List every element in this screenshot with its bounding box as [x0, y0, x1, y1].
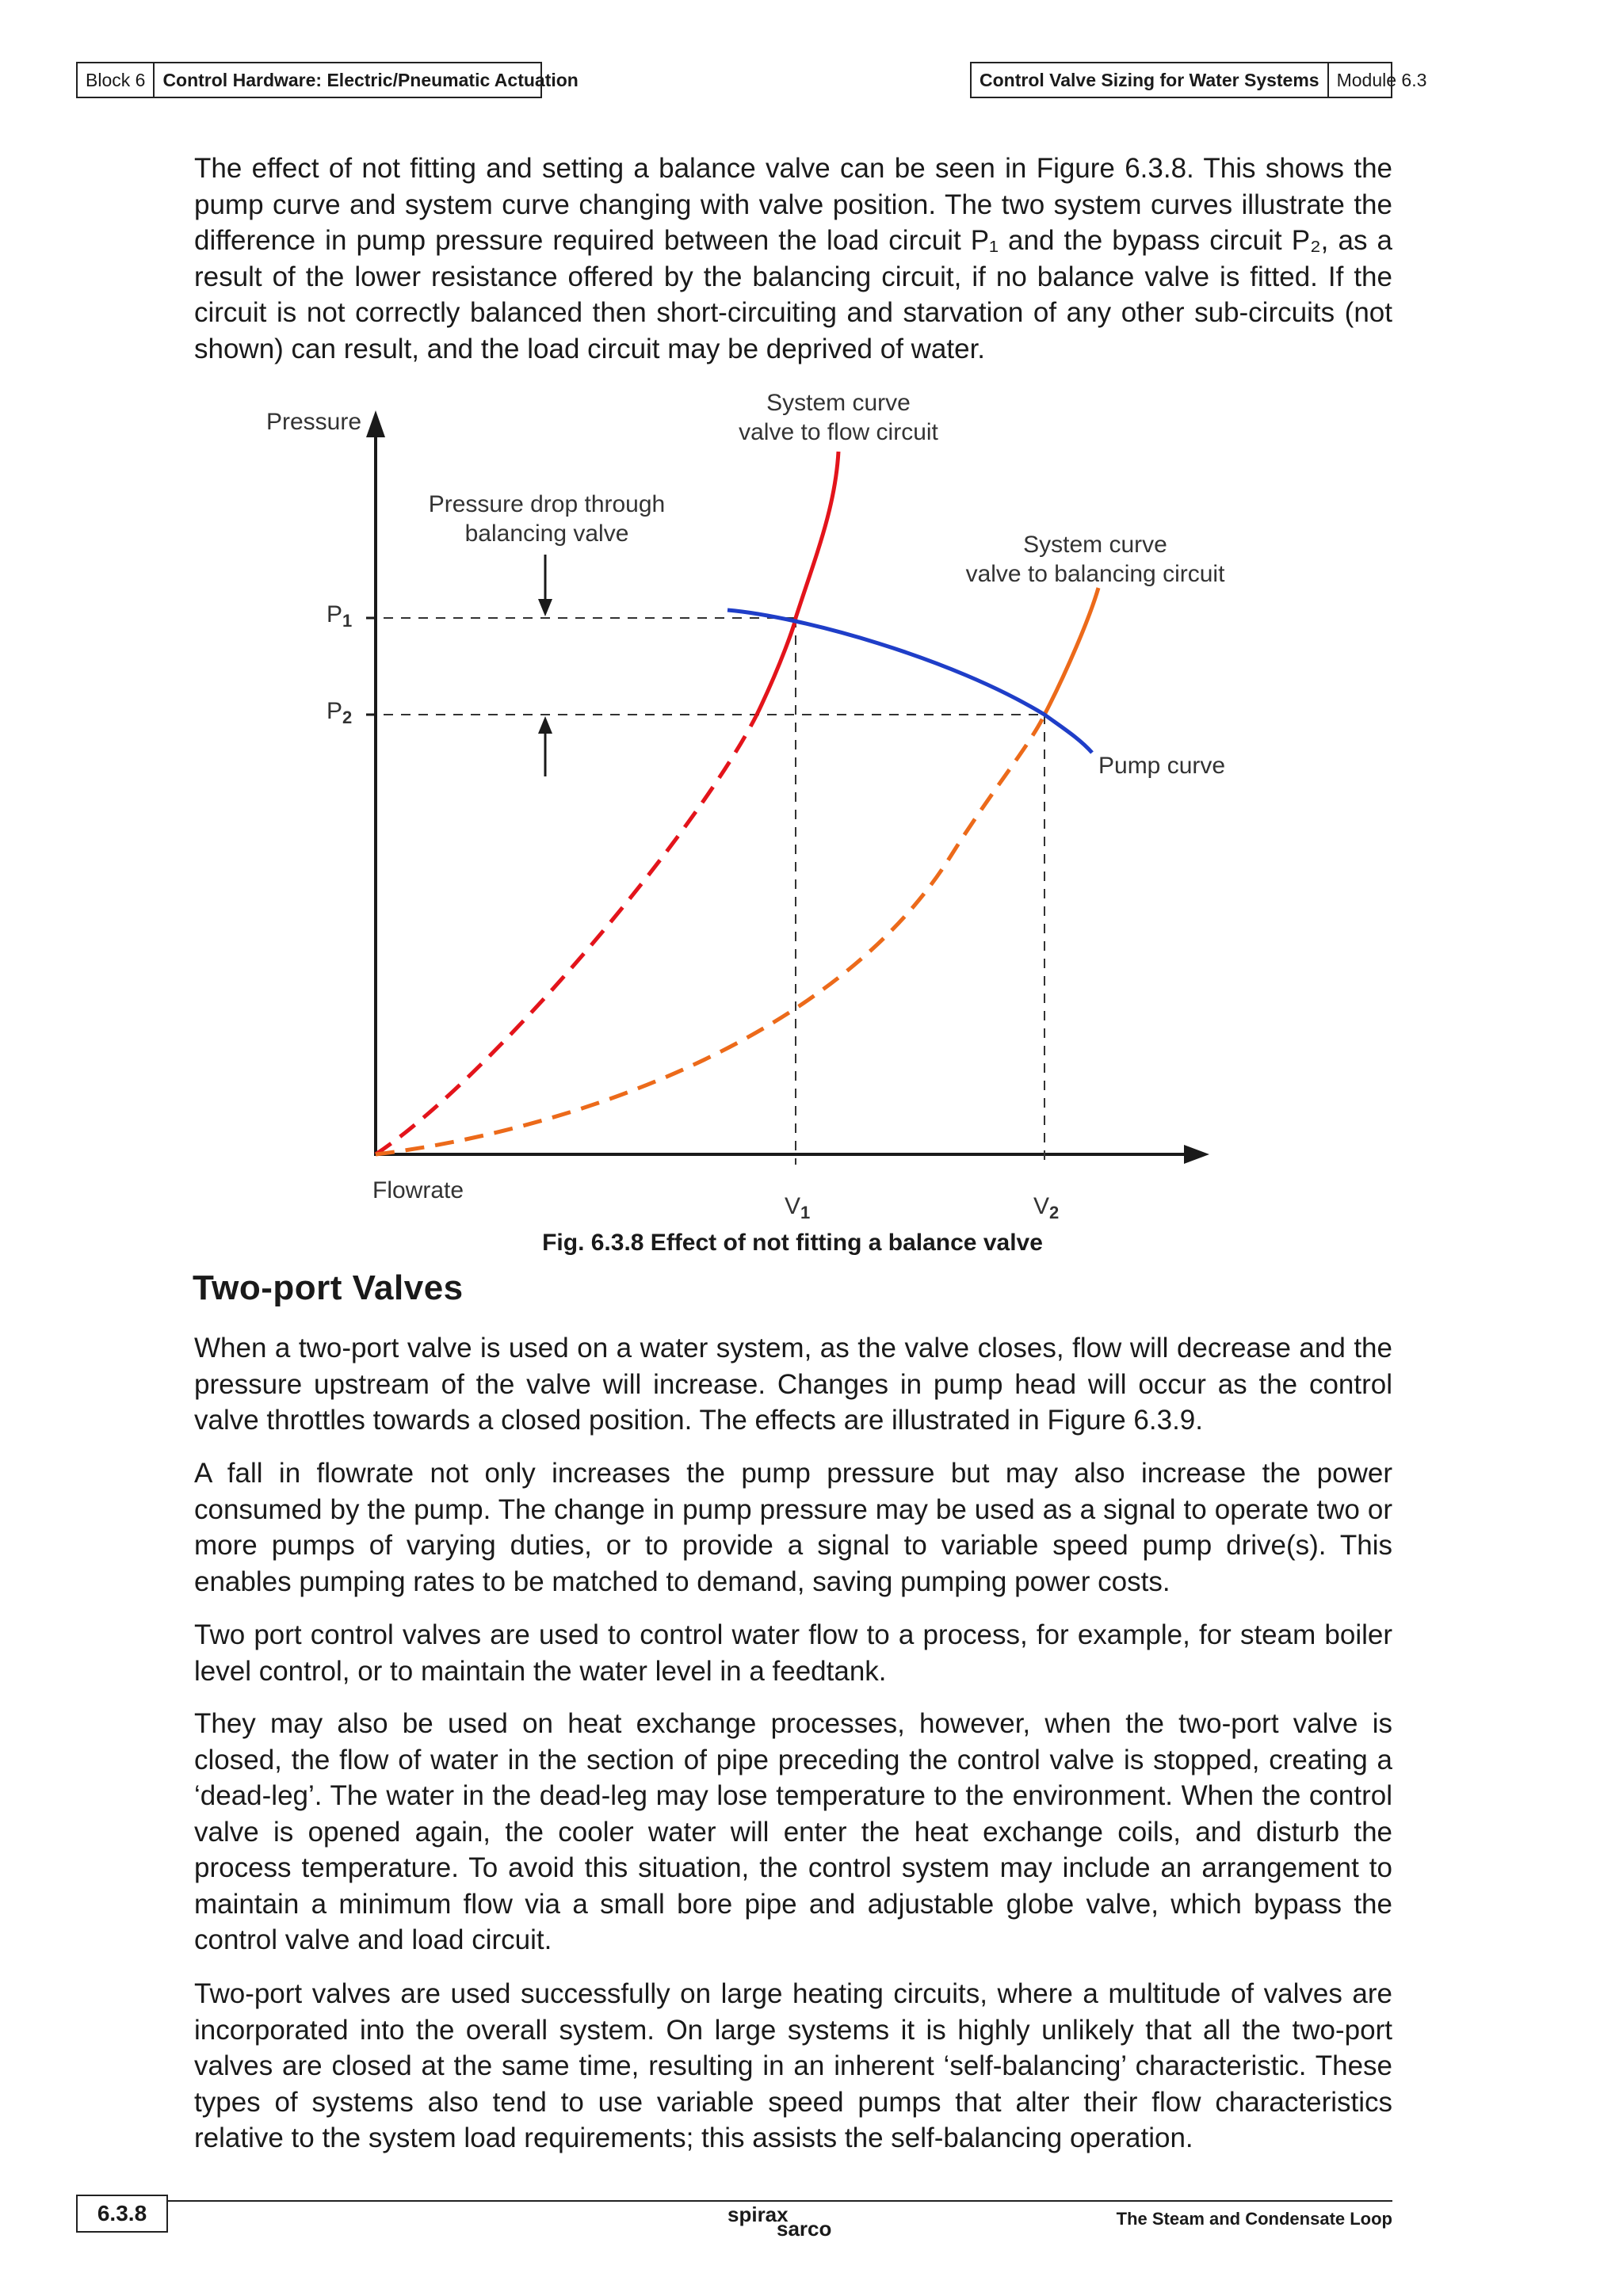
y-axis-label: Pressure: [266, 409, 362, 435]
section-paragraph: They may also be used on heat exchange processes, however, when the two-port valve is closed, the flow of water in the section of pipe preceding the control valve is stopped, creating a ‘dead-leg’. The water in the dead-leg may lose temperature to the environment. When the control valve is opened again, the cooler water will enter the heat exchange coils, and disturb the process temperature. To avoid this situation, the control system may include an arrangement to maintain a minimum flow via a small bore pipe and adjustable globe valve, which bypass the control valve and load circuit.: [194, 1708, 1392, 1955]
flow-circuit-curve-dashed: [376, 715, 757, 1154]
label-system-flow-line1: System curve: [766, 390, 911, 416]
logo-spirax: spirax: [727, 2203, 789, 2226]
pressure-drop-arrowhead-down: [538, 599, 552, 616]
intro-paragraph: The effect of not fitting and setting a balance valve can be seen in Figure 6.3.8. This shows the pump curve and system curve changing with valve position. The two system curves illustrate the difference in pump pressure required between the load circuit P₁ and the bypass circuit P₂, as a result of the lower resistance offered by the balancing circuit, if no balance valve is fitted. If the circuit is not correctly balanced then short-circuiting and starvation of any other sub-circuits (not shown) can result, and the load circuit may be deprived of water.: [194, 153, 1392, 364]
figure-caption: Fig. 6.3.8 Effect of not fitting a balance valve: [542, 1230, 1043, 1256]
p1-label: $P_1$: [327, 601, 353, 631]
p2-label: $P_2$: [327, 698, 353, 727]
footer-tagline: The Steam and Condensate Loop: [1116, 2209, 1392, 2229]
page-number: 6.3.8: [76, 2195, 168, 2233]
label-system-balancing-line2: valve to balancing circuit: [965, 561, 1225, 587]
pump-curve: [727, 610, 1092, 753]
header-section-title: Control Valve Sizing for Water Systems: [972, 63, 1329, 97]
section-paragraph: Two-port valves are used successfully on large heating circuits, where a multitude of valves are incorporated into the overall system. On large systems it is highly unlikely that all the two-port valves are closed at the same time, resulting in an inherent ‘self-balancing’ characteristic. These types of systems also tend to use variable speed pumps that alter their flow characteristics relative to the system load requirements; this assists the self-balancing operation.: [194, 1978, 1392, 2153]
header-module: Module 6.3: [1336, 69, 1427, 90]
v1-label: $V_1$: [785, 1193, 811, 1222]
logo-sarco: sarco: [777, 2217, 832, 2241]
spirax-sarco-logo: [727, 2203, 862, 2248]
flow-circuit-curve: [757, 452, 838, 715]
x-axis-label: Flowrate: [372, 1177, 464, 1203]
x-axis-arrow: [1184, 1145, 1209, 1164]
label-pump-curve: Pump curve: [1098, 753, 1226, 779]
section-paragraph: When a two-port valve is used on a water system, as the valve closes, flow will decrease and the pressure upstream of the valve will increase. Changes in pump head will occur as the control valve throttles towards a closed position. The effects are illustrated in Figure 6.3.9.: [194, 1333, 1392, 1436]
section-paragraph: A fall in flowrate not only increases the pump pressure but may also increase the power consumed by the pump. The change in pump pressure may be used as a signal to operate two or more pumps of varying duties, or to provide a signal to variable speed pump drive(s). This enables pumping rates to be matched to demand, saving pumping power costs.: [194, 1458, 1392, 1597]
balancing-circuit-curve: [1044, 588, 1098, 715]
v2-label: $V_2$: [1033, 1193, 1060, 1222]
section-paragraph: Two port control valves are used to control water flow to a process, for example, for steam boiler level control, or to maintain the water level in a feedtank.: [194, 1619, 1392, 1687]
label-system-flow-line2: valve to flow circuit: [739, 419, 938, 445]
header-block: Block 6: [78, 63, 155, 97]
balancing-circuit-curve-dashed: [376, 715, 1044, 1154]
footer-rule: [76, 2200, 1392, 2202]
label-system-balancing-line1: System curve: [1023, 532, 1167, 558]
y-axis-arrow: [366, 410, 385, 437]
pressure-drop-arrowhead-up: [538, 716, 552, 734]
label-pressure-drop-line1: Pressure drop through: [428, 491, 666, 517]
header-module-box: [970, 62, 1427, 98]
header-block-box: [76, 62, 579, 98]
section-heading: Two-port Valves: [193, 1268, 464, 1307]
label-pressure-drop-line2: balancing valve: [464, 521, 629, 547]
header-block-title: Control Hardware: Electric/Pneumatic Actuation: [162, 69, 579, 90]
